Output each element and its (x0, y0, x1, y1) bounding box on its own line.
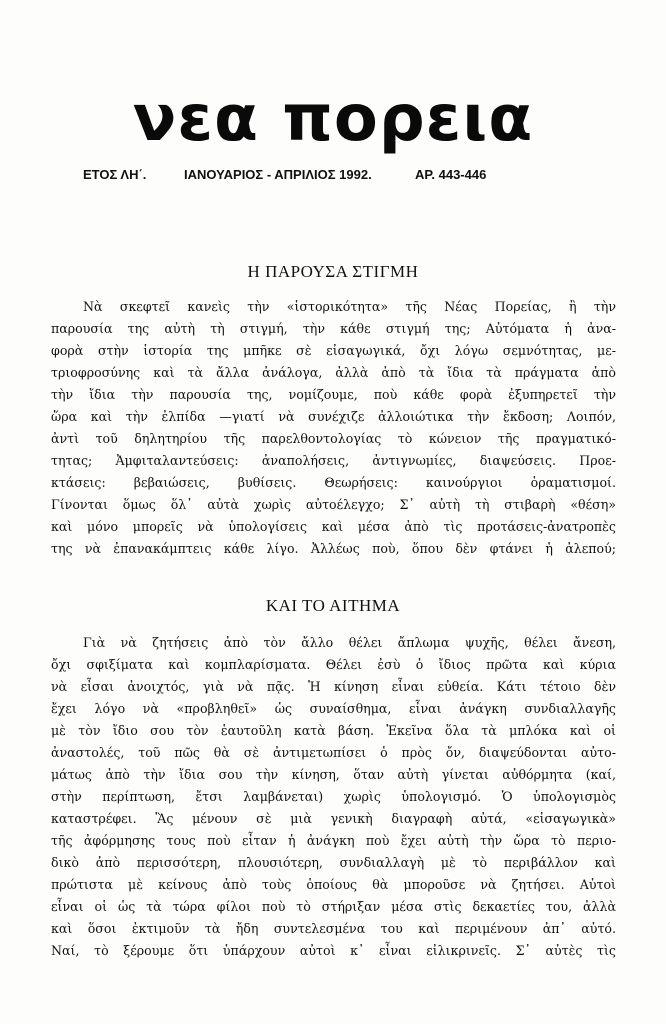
text-line: μὲ τὸν ἴδιο σου τὸν ἑαυτοῦλη κατὰ βάση. Ἐκεῖνα ὅλα τὰ μπλόκα καὶ οἱ (51, 723, 616, 738)
text-line: τὴν ἴδια τὴν παρουσία της, νομίζουμε, ποὺ κάθε φορὰ ἐξυπηρετεῖ τὴν (51, 387, 616, 402)
text-line: Νὰ σκεφτεῖ κανεὶς τὴν «ἱστορικότητα» τῆς Νέας Πορείας, ἢ τὴν (83, 299, 616, 314)
text-line: δικὸ ἀπὸ περισσότερη, πλουσιότερη, συνδιαλλαγὴ μὲ τὸ περιβάλλον καὶ (51, 855, 616, 870)
issue-months: ΙΑΝΟΥΑΡΙΟΣ - ΑΠΡΙΛΙΟΣ 1992. (184, 167, 372, 182)
text-line: Ναί, τὸ ξέρουμε ὅτι ὑπάρχουν αὐτοὶ κ᾽ εἶναι εἰλικρινεῖς. Σ᾽ αὐτὲς τὶς (51, 943, 616, 958)
text-line: ἔχει λόγο νὰ «προβληθεῖ» ὡς συναίσθημα, εἶναι ἀνάγκη συνδιαλλαγῆς (51, 701, 616, 716)
text-line: Γίνονται ὅμως ὅλ᾽ αὐτὰ χωρὶς αὐτοέλεγχο; Σ᾽ αὐτὴ τὴ στιβαρὴ «θέση» (51, 497, 616, 512)
section-body (51, 632, 616, 962)
text-line: καὶ μόνο μπορεῖς νὰ ὑπολογίσεις καὶ μέσα ἀπὸ τὶς προτάσεις-ἀνατροπὲς (51, 519, 616, 534)
text-line: εἶναι οἱ ὡς τὰ τώρα φίλοι ποὺ τὸ στήριξαν μέσα στὶς δεκαετίες του, ἀλλὰ (51, 899, 616, 914)
text-line: ὄχι σφιξίματα καὶ κομπλαρίσματα. Θέλει ἐσὺ ὁ ἴδιος πρῶτα καὶ κύρια (51, 657, 616, 672)
issue-year: ΕΤΟΣ ΛΗ΄. (83, 167, 147, 182)
issue-info (83, 167, 583, 185)
text-line: της νὰ ἐπανακάμπτεις κάθε λίγο. Ἀλλέως ποὺ, ὅπου δὲν φτάνει ἡ ἀλεπού; (51, 541, 616, 556)
section-title: ΚΑΙ ΤΟ ΑΙΤΗΜΑ (265, 596, 401, 615)
section-body (51, 296, 616, 560)
text-line: νὰ εἶσαι ἀνοιχτός, γιὰ νὰ πᾷς. Ἡ κίνηση εἶναι εὐθεία. Κάτι τέτοιο δὲν (51, 679, 616, 694)
text-line: ἀντὶ τοῦ δηλητηρίου τῆς παρελθοντολογίας τὸ κώνειον τῆς πραγματικό- (51, 431, 616, 446)
section-title: Η ΠΑΡΟΥΣΑ ΣΤΙΓΜΗ (247, 262, 419, 281)
text-line: μάτως ἀπὸ τὴν ἴδια σου τὴν κίνηση, ὅταν αὐτὴ γίνεται αὐθόρμητα (καί, (51, 767, 616, 782)
text-line: τριοφροσύνης καὶ τὰ ἄλλα ἀνάλογα, ἀλλὰ ἀπὸ τὰ ἴδια τὰ πράγματα ἀπὸ (51, 365, 616, 380)
text-line: ὥρα καὶ τὴν ἐλπίδα —γιατί νὰ συνέχιζε ἀλλοιώτικα τὴν ἔκδοση; Λοιπόν, (51, 409, 616, 424)
text-line: κτάσεις: βεβαιώσεις, βυθίσεις. Θεωρήσεις: καινούργιοι ὁραματισμοί. (51, 475, 616, 490)
text-line: στὴν περίπτωση, ἔτσι λαμβάνεται) χωρὶς ὑπολογισμό. Ὁ ὑπολογισμὸς (51, 789, 616, 804)
text-line: καὶ ὅσοι ἐκτιμοῦν τὰ ἤδη συντελεσμένα του καὶ περιμένουν ἀπ᾽ αὐτό. (51, 921, 616, 936)
text-line: Γιὰ νὰ ζητήσεις ἀπὸ τὸν ἄλλο θέλει ἄπλωμα ψυχῆς, θέλει ἄνεση, (83, 635, 616, 650)
text-line: φορὰ στὴν ἱστορία της μπῆκε σὲ εἰσαγωγικά, ὄχι λόγω σεμνότητας, με- (51, 343, 616, 358)
issue-number: ΑΡ. 443-446 (415, 167, 487, 182)
text-line: παρουσία της αὐτὴ τὴ στιγμή, τὴν κάθε στιγμή της; Αὐτόματα ἡ ἀνα- (51, 321, 616, 336)
text-line: ἀναστολές, τοῦ πῶς θὰ σὲ ἀντιμετωπίσει ὁ πρὸς ὄν, διαψεύδονται αὐτο- (51, 745, 616, 760)
text-line: τῆς ἀφόρμησης τους ποὺ εἶταν ἡ ἀνάγκη ποὺ ἔχει αὐτὴ τὴν ὥρα τὸ περιο- (51, 833, 616, 848)
text-line: καταστρέφει. Ἂς μένουν σὲ μιὰ γενικὴ διαγραφὴ αὐτά, «εἰσαγωγικὰ» (51, 811, 616, 826)
text-line: τητας; Ἀμφιταλαντεύσεις: ἀναπολήσεις, ἀντιγνωμίες, διαψεύσεις. Προε- (51, 453, 616, 468)
text-line: πρώτιστα μὲ κείνους ἀπὸ τοὺς ὁποίους θὰ μποροῦσε νὰ ζητήσει. Αὐτοὶ (51, 877, 616, 892)
masthead-title: νεα πορεια (132, 82, 534, 156)
